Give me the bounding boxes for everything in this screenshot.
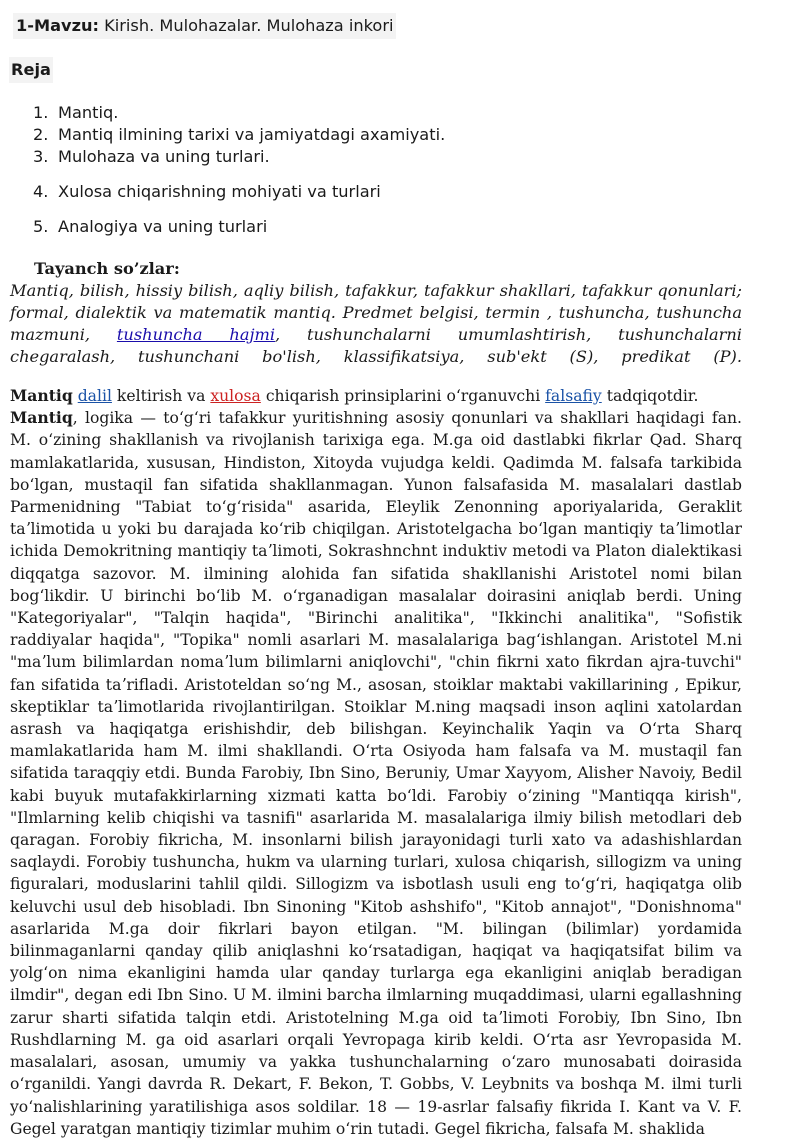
plan-item-text: Mantiq ilmining tarixi va jamiyatdagi axamiyati. xyxy=(58,125,446,144)
keywords-part-1: Mantiq, bilish, hissiy bilish, aqliy bilish, tafakkur, tafakkur shakllari, tafakkur qonunlari; formal, dialektik va matematik mantiq. Predmet belgisi, termin , tushuncha, tushuncha mazmuni, xyxy=(10,281,742,344)
definition-paragraph xyxy=(10,385,742,407)
plan-item xyxy=(33,146,270,168)
plan-item-number: 4. xyxy=(33,182,49,201)
plan-item-number: 2. xyxy=(33,125,49,144)
link-falsafiy[interactable]: falsafiy xyxy=(545,387,602,405)
article-term: Mantiq xyxy=(10,408,73,428)
topic-label: 1-Mavzu: xyxy=(16,16,99,35)
keywords-link-tushuncha-hajmi[interactable]: tushuncha hajmi xyxy=(116,325,276,344)
plan-item-number: 3. xyxy=(33,147,49,166)
plan-item-text: Analogiya va uning turlari xyxy=(58,217,268,236)
plan-item xyxy=(33,102,118,124)
main-text xyxy=(10,385,742,1140)
link-xulosa[interactable]: xulosa xyxy=(210,387,261,405)
plan-item-number: 5. xyxy=(33,217,49,236)
plan-item xyxy=(33,181,381,203)
plan-item-number: 1. xyxy=(33,103,49,122)
definition-text-3: tadqiqotdir. xyxy=(601,387,699,405)
keywords-heading: Tayanch so’zlar: xyxy=(34,259,180,278)
link-dalil[interactable]: dalil xyxy=(77,387,112,405)
keywords-part-2: , tushunchalarni umumlashtirish, tushunchalarni chegaralash, tushunchani bo'lish, klassifikatsiya, sub'ekt (S), predikat (P). xyxy=(10,325,742,366)
definition-text-2: chiqarish prinsiplarini oʻrganuvchi xyxy=(260,387,546,405)
topic-heading xyxy=(13,13,396,39)
definition-term: Mantiq xyxy=(10,386,73,405)
plan-item-text: Mulohaza va uning turlari. xyxy=(58,147,270,166)
definition-text-1: keltirish va xyxy=(111,387,211,405)
article-paragraph xyxy=(10,407,742,1140)
keywords-text xyxy=(10,280,742,368)
article-text: , logika — toʻgʻri tafakkur yuritishning asosiy qonunlari va shakllari haqidagi fan. M. oʻzining shakllanish va rivojlanish tarixiga ega. M.ga oid dastlabki fikrlar Qad. Sharq mamlakatlarida, xususan, Hindiston, Xitoyda vujudga keldi. Qadimda M. falsafa tarkibida boʻlgan, mustaqil fan sifatida shakllanmagan. Yunon falsafasida M. masalalari dastlab Parmenidning "Tabiat toʻgʻrisida" asarida, Eleylik Zenonning aporiyalarida, Geraklit taʼlimotida u yoki bu darajada koʻrib chiqilgan. Aristotelgacha boʻlgan mantiqiy taʼlimotlar ichida Demokritning mantiqiy taʼlimoti, Sokrashnchnt induktiv metodi va Platon dialektikasi diqqatga sazovor. M. ilmining alohida fan sifatida shakllanishi Aristotel nomi bilan bogʻlikdir. U birinchi boʻlib M. oʻrganadigan masalalar doirasini aniqlab berdi. Uning "Kategoriyalar", "Talqin haqida", "Birinchi analitika", "Ikkinchi analitika", "Sofistik raddiyalar haqida", "Topika" nomli asarlari M. masalalariga bagʻishlangan. Aristotel M.ni "maʼlum bilimlardan nomaʼlum bilimlarni aniqlovchi", "chin fikrni xato fikrdan ajra-tuvchi" fan sifatida taʼrifladi. Aristoteldan soʻng M., asosan, stoiklar maktabi vakillarining , Epikur, skeptiklar taʼlimotlarida rivojlantirilgan. Stoiklar M.ning maqsadi inson aqlini xatolardan asrash va haqiqatga erishishdir, deb bilishgan. Keyinchalik Yaqin va Oʻrta Sharq mamlakatlarida ham M. ilmi shakllandi. Oʻrta Osiyoda ham falsafa va M. mustaqil fan sifatida taraqqiy etdi. Bunda Farobiy, Ibn Sino, Beruniy, Umar Xayyom, Alisher Navoiy, Bedil kabi buyuk mutafakkirlarning xizmati katta boʻldi. Farobiy oʻzining "Mantiqqa kirish", "Ilmlarning kelib chiqishi va tasnifi" asarlarida M. masalalariga ilmiy bilish metodlari deb qaragan. Forobiy fikricha, M. insonlarni bilish jarayonidagi turli xato va adashishlardan saqlaydi. Forobiy tushuncha, hukm va ularning turlari, xulosa chiqarish, sillogizm va uning figuralari, moduslarini tahlil qildi. Sillogizm va isbotlash usuli eng toʻgʻri, haqiqatga olib keluvchi usul deb hisobladi. Ibn Sinoning "Kitob ashshifo", "Kitob annajot", "Donishnoma" asarlarida M.ga doir fikrlari bayon etilgan. "M. bilingan (bilimlar) yordamida bilinmaganlarni qanday qilib aniqlashni koʻrsatadigan, haqiqat va haqiqatsifat bilim va yolgʻon nima ekanligini hamda ular qanday turlarga ega ekanligini aniqlab beradigan ilmdir", degan edi Ibn Sino. U M. ilmini barcha ilmlarning muqaddimasi, ularni egallashning zarur sharti sifatida talqin etdi. Aristotelning M.ga oid taʼlimoti Forobiy, Ibn Sino, Ibn Rushdlarning M. ga oid asarlari orqali Yevropaga kirib keldi. Oʻrta asr Yevropasida M. masalalari, asosan, umumiy va yakka tushunchalarning oʻzaro munosabati doirasida oʻrganildi. Yangi davrda R. Dekart, F. Bekon, T. Gobbs, V. Leybnits va boshqa M. ilmi turli yoʻnalishlarining yaratilishiga asos soldilar. 18 — 19-asrlar falsafiy fikrida I. Kant va V. F. Gegel yaratgan mantiqiy tizimlar muhim oʻrin tutadi. Gegel fikricha, falsafa M. shaklida xyxy=(10,409,742,1138)
plan-item-text: Mantiq. xyxy=(58,103,119,122)
plan-item xyxy=(33,216,267,238)
topic-title: Kirish. Mulohazalar. Mulohaza inkori xyxy=(104,16,394,35)
plan-item xyxy=(33,124,445,146)
plan-heading: Reja xyxy=(9,57,53,83)
plan-item-text: Xulosa chiqarishning mohiyati va turlari xyxy=(58,182,381,201)
